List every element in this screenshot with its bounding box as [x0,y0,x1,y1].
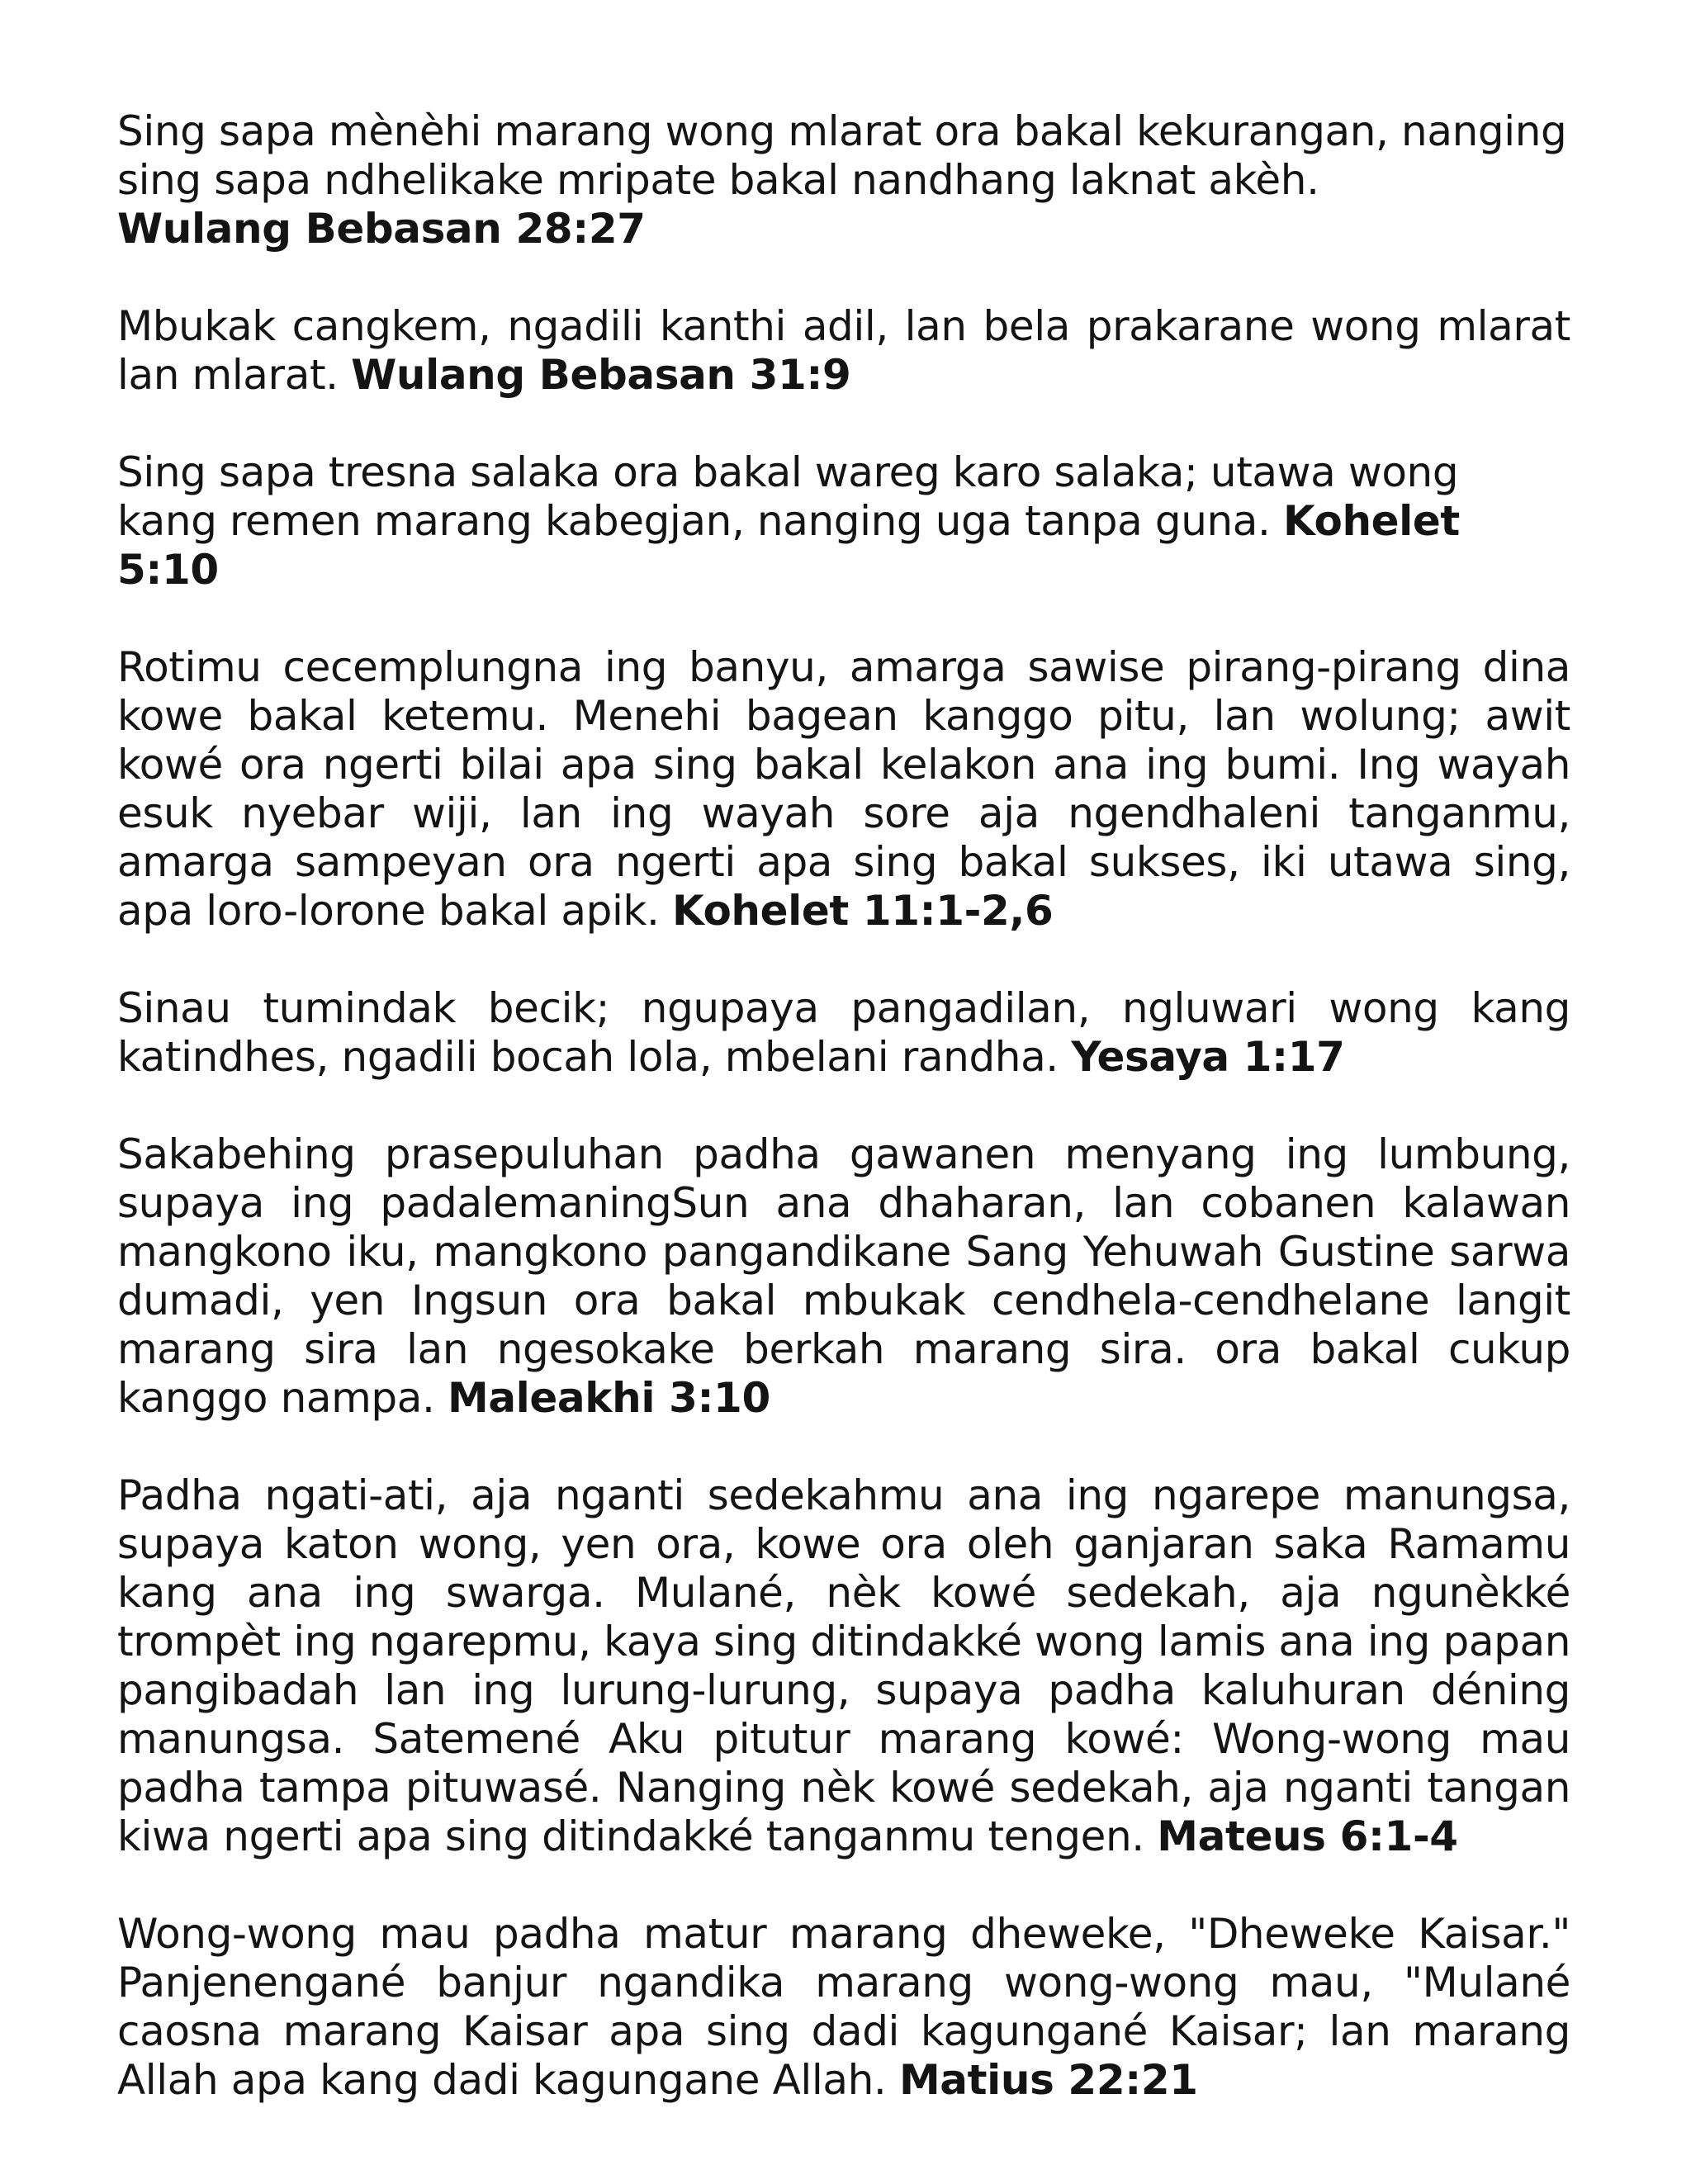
passage-text: Wong-wong mau padha matur marang dheweke, "Dheweke Kaisar." Panjenengané banjur ngandika marang wong-wong mau, "Mulané caosna marang Kaisar apa sing dadi kagungané Kaisar; lan marang Allah apa kang dadi kagungane Allah. [117,1910,1570,2104]
passage-reference: Kohelet 5:10 [117,497,1460,594]
passage-text: Sakabehing prasepuluhan padha gawanen menyang ing lumbung, supaya ing padalemaningSun ana dhaharan, lan cobanen kalawan mangkono iku, mangkono pangandikane Sang Yehuwah Gustine sarwa dumadi, yen Ingsun ora bakal mbukak cendhela-cendhelane langit marang sira lan ngesokake berkah marang sira. ora bakal cukup kanggo nampa. [117,1130,1570,1422]
passage-reference: Wulang Bebasan 31:9 [351,351,851,399]
passage-paragraph [117,107,1570,253]
passage-text: Sinau tumindak becik; ngupaya pangadilan, ngluwari wong kang katindhes, ngadili bocah lola, mbelani randha. [117,984,1570,1081]
passage-paragraph [117,1910,1570,2105]
document-page [117,107,1570,2153]
passage-text: Sing sapa tresna salaka ora bakal wareg karo salaka; utawa wong kang remen marang kabegjan, nanging uga tanpa guna. [117,448,1459,545]
passage-paragraph [117,1471,1570,1861]
passage-paragraph [117,1130,1570,1423]
passage-paragraph [117,448,1570,595]
passage-reference: Maleakhi 3:10 [447,1374,770,1422]
passage-paragraph [117,302,1570,400]
passage-text: Mbukak cangkem, ngadili kanthi adil, lan bela prakarane wong mlarat lan mlarat. [117,302,1570,399]
passage-reference: Kohelet 11:1-2,6 [672,887,1054,935]
passage-paragraph [117,643,1570,936]
passage-reference: Mateus 6:1-4 [1157,1812,1458,1860]
passage-text: Padha ngati-ati, aja nganti sedekahmu ana ing ngarepe manungsa, supaya katon wong, yen ora, kowe ora oleh ganjaran saka Ramamu kang ana ing swarga. Mulané, nèk kowé sedekah, aja ngunèkké trompèt ing ngarepmu, kaya sing ditindakké wong lamis ana ing papan pangibadah lan ing lurung-lurung, supaya padha kaluhuran déning manungsa. Satemené Aku pitutur marang kowé: Wong-wong mau padha tampa pituwasé. Nanging nèk kowé sedekah, aja nganti tangan kiwa ngerti apa sing ditindakké tanganmu tengen. [117,1471,1570,1860]
passage-text: Sing sapa mènèhi marang wong mlarat ora bakal kekurangan, nanging sing sapa ndhelikake mripate bakal nandhang laknat akèh. [117,107,1567,204]
passage-reference: Matius 22:21 [898,2056,1198,2104]
passage-reference: Wulang Bebasan 28:27 [117,205,646,253]
passage-reference: Yesaya 1:17 [1071,1033,1345,1081]
passage-paragraph [117,984,1570,1082]
passage-text: Rotimu cecemplungna ing banyu, amarga sawise pirang-pirang dina kowe bakal ketemu. Menehi bagean kanggo pitu, lan wolung; awit kowé ora ngerti bilai apa sing bakal kelakon ana ing bumi. Ing wayah esuk nyebar wiji, lan ing wayah sore aja ngendhaleni tanganmu, amarga sampeyan ora ngerti apa sing bakal sukses, iki utawa sing, apa loro-lorone bakal apik. [117,643,1570,935]
